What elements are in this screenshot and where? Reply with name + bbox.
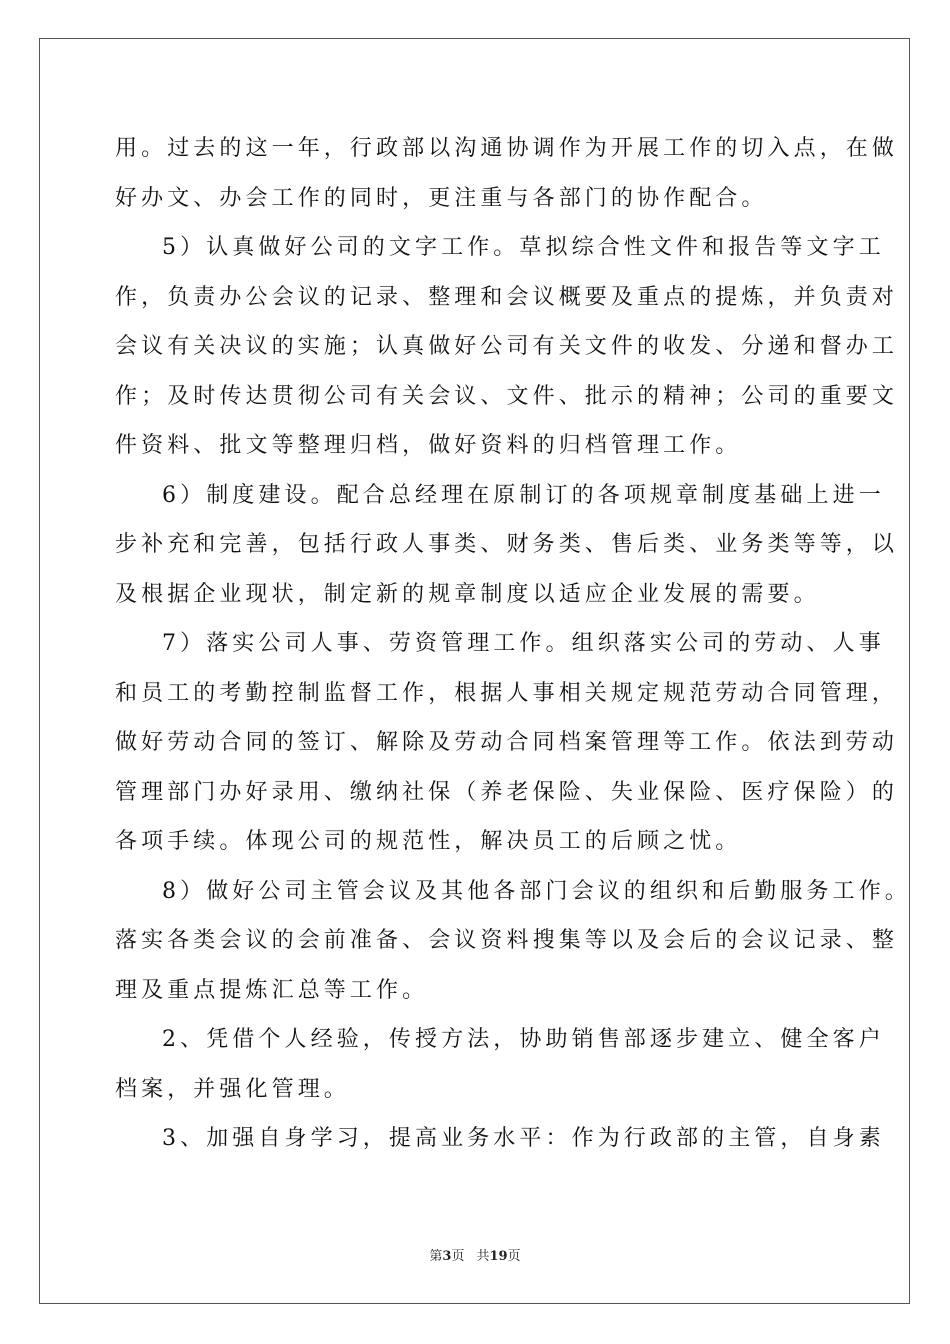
text-line: 做好劳动合同的签订、解除及劳动合同档案管理等工作。依法到劳动: [115, 730, 899, 755]
text-line: 7）落实公司人事、劳资管理工作。组织落实公司的劳动、人事: [162, 631, 885, 656]
text-line: 5）认真做好公司的文字工作。草拟综合性文件和报告等文字工: [162, 235, 885, 260]
text-line: 落实各类会议的会前准备、会议资料搜集等以及会后的会议记录、整: [115, 928, 899, 953]
document-body: [115, 124, 911, 1164]
text-line: 会议有关决议的实施；认真做好公司有关文件的收发、分递和督办工: [115, 334, 899, 359]
text-line: 用。过去的这一年，行政部以沟通协调作为开展工作的切入点，在做: [115, 136, 899, 161]
text-line: 3、加强自身学习，提高业务水平：作为行政部的主管，自身素: [162, 1126, 885, 1151]
text-line: 8）做好公司主管会议及其他各部门会议的组织和后勤服务工作。: [162, 878, 911, 904]
page-prefix: 第: [429, 1249, 443, 1264]
text-line: 管理部门办好录用、缴纳社保（养老保险、失业保险、医疗保险）的: [115, 779, 899, 805]
text-line: 6）制度建设。配合总经理在原制订的各项规章制度基础上进一: [162, 482, 885, 508]
text-line: 和员工的考勤控制监督工作，根据人事相关规定规范劳动合同管理，: [115, 680, 899, 706]
text-line: 档案，并强化管理。: [115, 1076, 350, 1102]
page-footer: [0, 1249, 950, 1265]
text-line: 好办文、办会工作的同时，更注重与各部门的协作配合。: [115, 185, 768, 211]
text-line: 作，负责办公会议的记录、整理和会议概要及重点的提炼，并负责对: [115, 284, 899, 310]
text-line: 步补充和完善，包括行政人事类、财务类、售后类、业务类等等，以: [115, 532, 899, 557]
text-line: 2、凭借个人经验，传授方法，协助销售部逐步建立、健全客户: [162, 1027, 885, 1052]
total-prefix: 共: [476, 1249, 490, 1264]
total-suffix: 页: [507, 1249, 521, 1264]
text-line: 各项手续。体现公司的规范性，解决员工的后顾之忧。: [115, 829, 742, 854]
page-number: 3: [442, 1249, 452, 1264]
text-line: 件资料、批文等整理归档，做好资料的归档管理工作。: [115, 433, 742, 458]
total-pages: 19: [489, 1249, 508, 1264]
text-line: 作；及时传达贯彻公司有关会议、文件、批示的精神；公司的重要文: [115, 383, 899, 409]
page-suffix: 页: [451, 1249, 465, 1264]
text-line: 及根据企业现状，制定新的规章制度以适应企业发展的需要。: [115, 581, 820, 607]
text-line: 理及重点提炼汇总等工作。: [115, 977, 429, 1003]
